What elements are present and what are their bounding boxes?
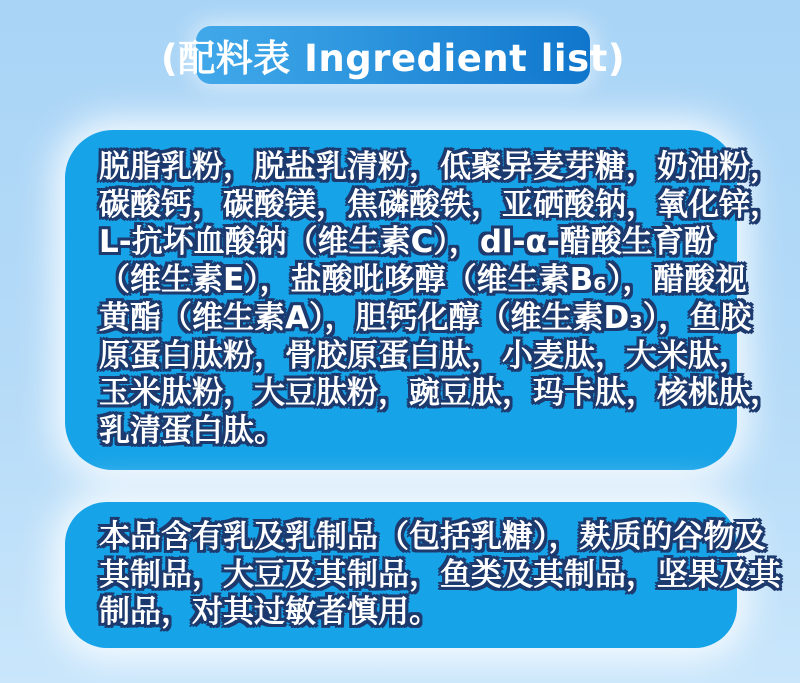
ingredients-line: 原蛋白肽粉，骨胶原蛋白肽，小麦肽，大米肽， (99, 337, 750, 374)
allergen-line: 制品，对其过敏者慎用。 (99, 594, 440, 631)
ingredients-line: 玉米肽粉，大豆肽粉，豌豆肽，玛卡肽，核桃肽， (99, 375, 781, 412)
ingredient-list-header-badge (160, 26, 626, 84)
ingredients-panel (65, 130, 781, 470)
allergen-warning-panel (65, 502, 781, 648)
ingredients-line: 脱脂乳粉，脱盐乳清粉，低聚异麦芽糖，奶油粉， (99, 149, 781, 185)
ingredients-line: （维生素E），盐酸吡哆醇（维生素B₆），醋酸视 (99, 262, 747, 299)
allergen-line: 本品含有乳及乳制品（包括乳糖），麸质的谷物及 (99, 519, 766, 555)
ingredients-line: 黄酯（维生素A），胆钙化醇（维生素D₃），鱼胶 (99, 299, 752, 336)
allergen-line: 其制品，大豆及其制品，鱼类及其制品，坚果及其 (99, 556, 781, 593)
ingredient-list-header-title: (配料表 Ingredient list) (160, 37, 626, 80)
ingredients-line: 乳清蛋白肽。 (99, 412, 285, 449)
ingredients-line: 碳酸钙，碳酸镁，焦磷酸铁，亚硒酸钠，氧化锌， (99, 186, 781, 223)
ingredients-line: L-抗坏血酸钠（维生素C），dl-α-醋酸生育酚 (99, 224, 715, 261)
